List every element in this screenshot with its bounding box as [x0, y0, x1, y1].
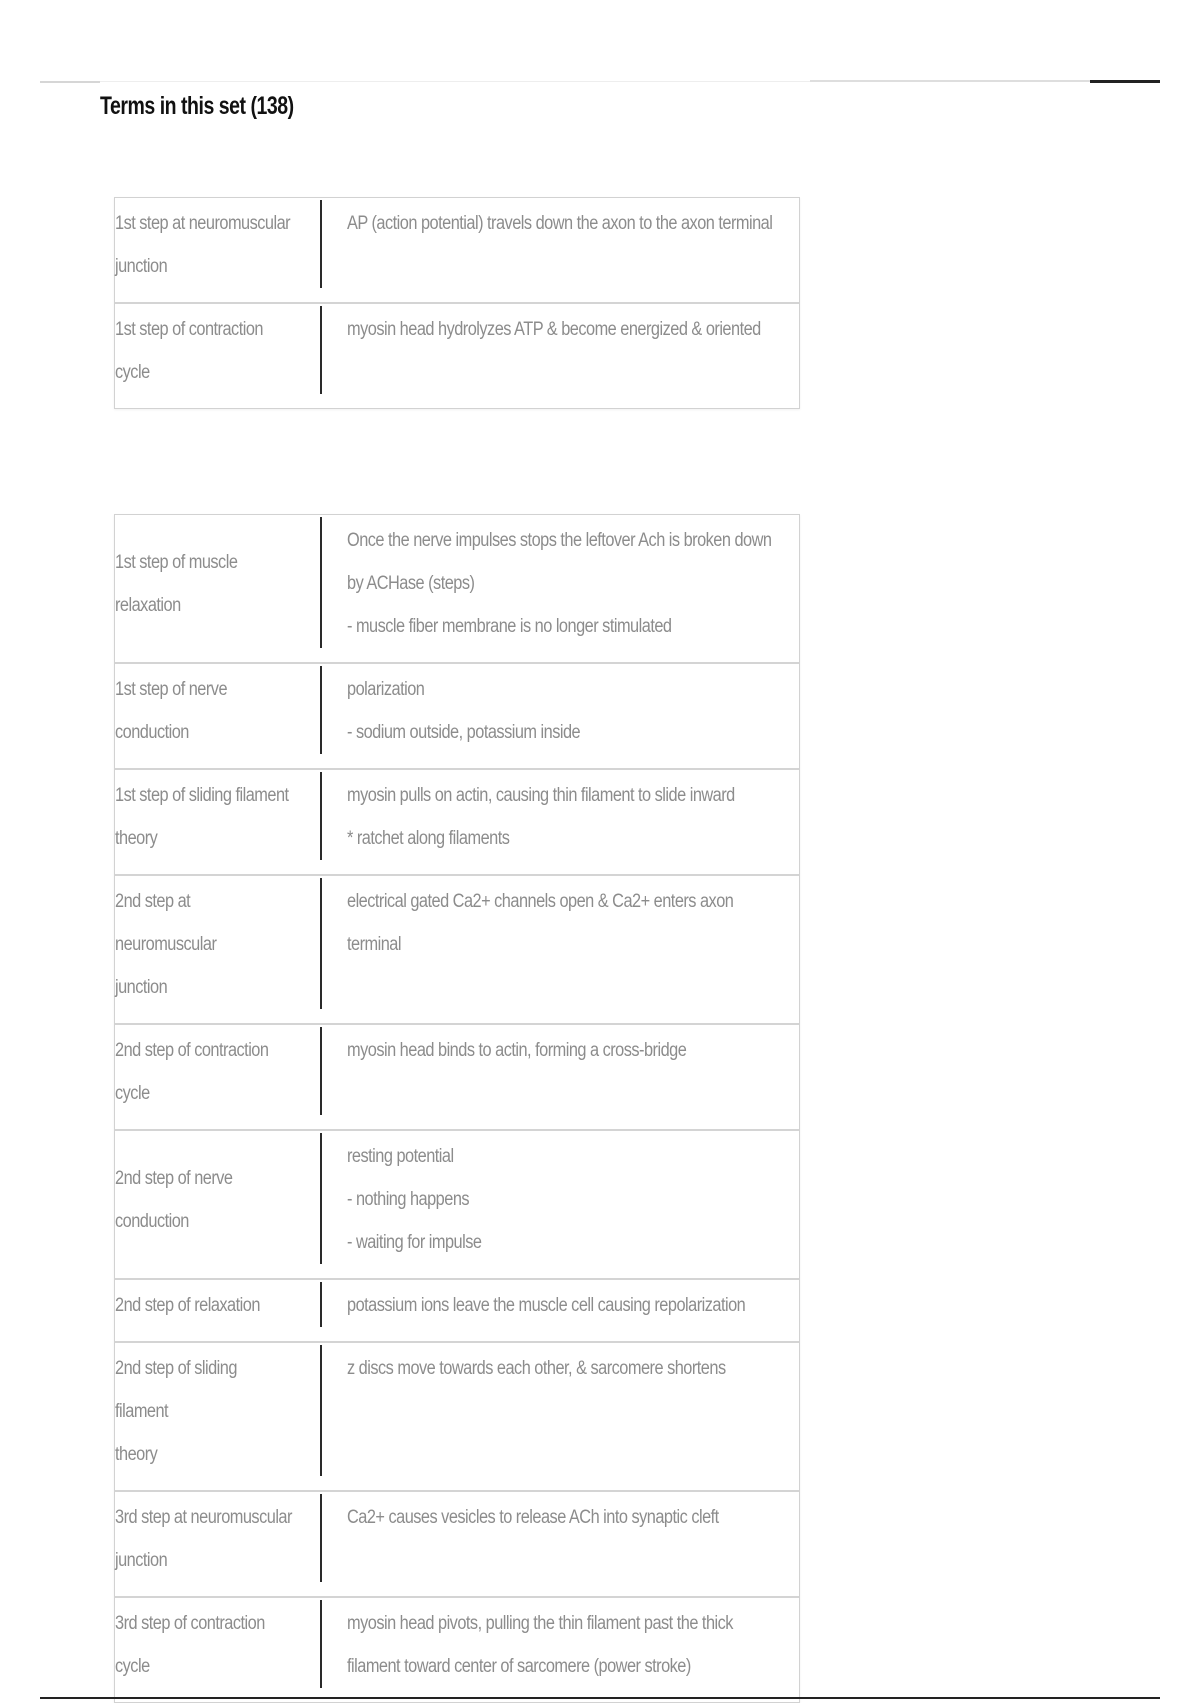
definition-text: myosin head hydrolyzes ATP & become energized & oriented — [347, 319, 761, 340]
term-text: 2nd step of nerve conduction — [115, 1167, 233, 1232]
term-cell — [115, 198, 322, 302]
definition-text: myosin head pivots, pulling the thin filament past the thick filament toward center of sarcomere (power stroke) — [347, 1613, 733, 1677]
definition-text: AP (action potential) travels down the axon to the axon terminal — [347, 213, 773, 234]
definition-cell — [322, 1280, 937, 1341]
definition-cell — [322, 1343, 937, 1490]
definition-cell — [322, 876, 937, 1023]
term-row — [115, 768, 799, 874]
term-cell — [115, 1280, 322, 1341]
term-cell — [115, 515, 322, 662]
top-rule — [100, 81, 810, 82]
terms-table-1 — [114, 197, 800, 409]
term-cell — [115, 876, 322, 1023]
term-text: 2nd step at neuromuscular junction — [115, 891, 217, 998]
definition-text: z discs move towards each other, & sarcomere shortens — [347, 1358, 726, 1379]
term-row — [115, 1278, 799, 1341]
term-cell — [115, 1492, 322, 1596]
term-text: 2nd step of sliding filament theory — [115, 1358, 237, 1465]
definition-text: potassium ions leave the muscle cell causing repolarization — [347, 1295, 746, 1316]
term-text: 3rd step at neuromuscular junction — [115, 1507, 292, 1571]
definition-cell — [322, 198, 937, 302]
term-row — [115, 874, 799, 1023]
term-row — [115, 302, 799, 408]
definition-text: polarization - sodium outside, potassium inside — [347, 679, 581, 743]
definition-cell — [322, 1598, 937, 1702]
term-row — [115, 1023, 799, 1129]
top-rule-left — [40, 81, 100, 83]
page-title: Terms in this set (138) — [100, 92, 294, 120]
term-cell — [115, 1598, 322, 1702]
term-text: 3rd step of contraction cycle — [115, 1613, 265, 1677]
term-cell — [115, 1131, 322, 1278]
terms-table-2 — [114, 514, 800, 1703]
term-text: 1st step of sliding filament theory — [115, 785, 289, 849]
definition-text: resting potential - nothing happens - waiting for impulse — [347, 1146, 482, 1253]
term-cell — [115, 304, 322, 408]
definition-cell — [322, 770, 937, 874]
term-row — [115, 515, 799, 662]
definition-text: Once the nerve impulses stops the leftover Ach is broken down by ACHase (steps) - muscle fiber membrane is no longer stimulated — [347, 530, 772, 637]
definition-text: myosin pulls on actin, causing thin filament to slide inward * ratchet along filaments — [347, 785, 735, 849]
term-row — [115, 1490, 799, 1596]
definition-cell — [322, 515, 937, 662]
definition-text: Ca2+ causes vesicles to release ACh into synaptic cleft — [347, 1507, 719, 1528]
term-text: 1st step at neuromuscular junction — [115, 213, 291, 277]
top-rule-accent — [1090, 80, 1160, 83]
term-text: 2nd step of relaxation — [115, 1295, 260, 1316]
definition-cell — [322, 304, 937, 408]
bottom-rule — [40, 1697, 1160, 1699]
term-cell — [115, 770, 322, 874]
term-text: 1st step of contraction cycle — [115, 319, 264, 383]
term-cell — [115, 1343, 322, 1490]
top-rule-right — [810, 80, 1090, 82]
term-text: 2nd step of contraction cycle — [115, 1040, 269, 1104]
term-text: 1st step of muscle relaxation — [115, 551, 238, 616]
term-cell — [115, 664, 322, 768]
term-cell — [115, 1025, 322, 1129]
term-row — [115, 198, 799, 302]
definition-cell — [322, 1131, 937, 1278]
term-row — [115, 1341, 799, 1490]
definition-cell — [322, 1025, 937, 1129]
term-row — [115, 1596, 799, 1702]
definition-cell — [322, 664, 937, 768]
term-text: 1st step of nerve conduction — [115, 679, 228, 743]
term-row — [115, 662, 799, 768]
definition-text: electrical gated Ca2+ channels open & Ca2+ enters axon terminal — [347, 891, 734, 955]
definition-cell — [322, 1492, 937, 1596]
term-row — [115, 1129, 799, 1278]
definition-text: myosin head binds to actin, forming a cross-bridge — [347, 1040, 687, 1061]
